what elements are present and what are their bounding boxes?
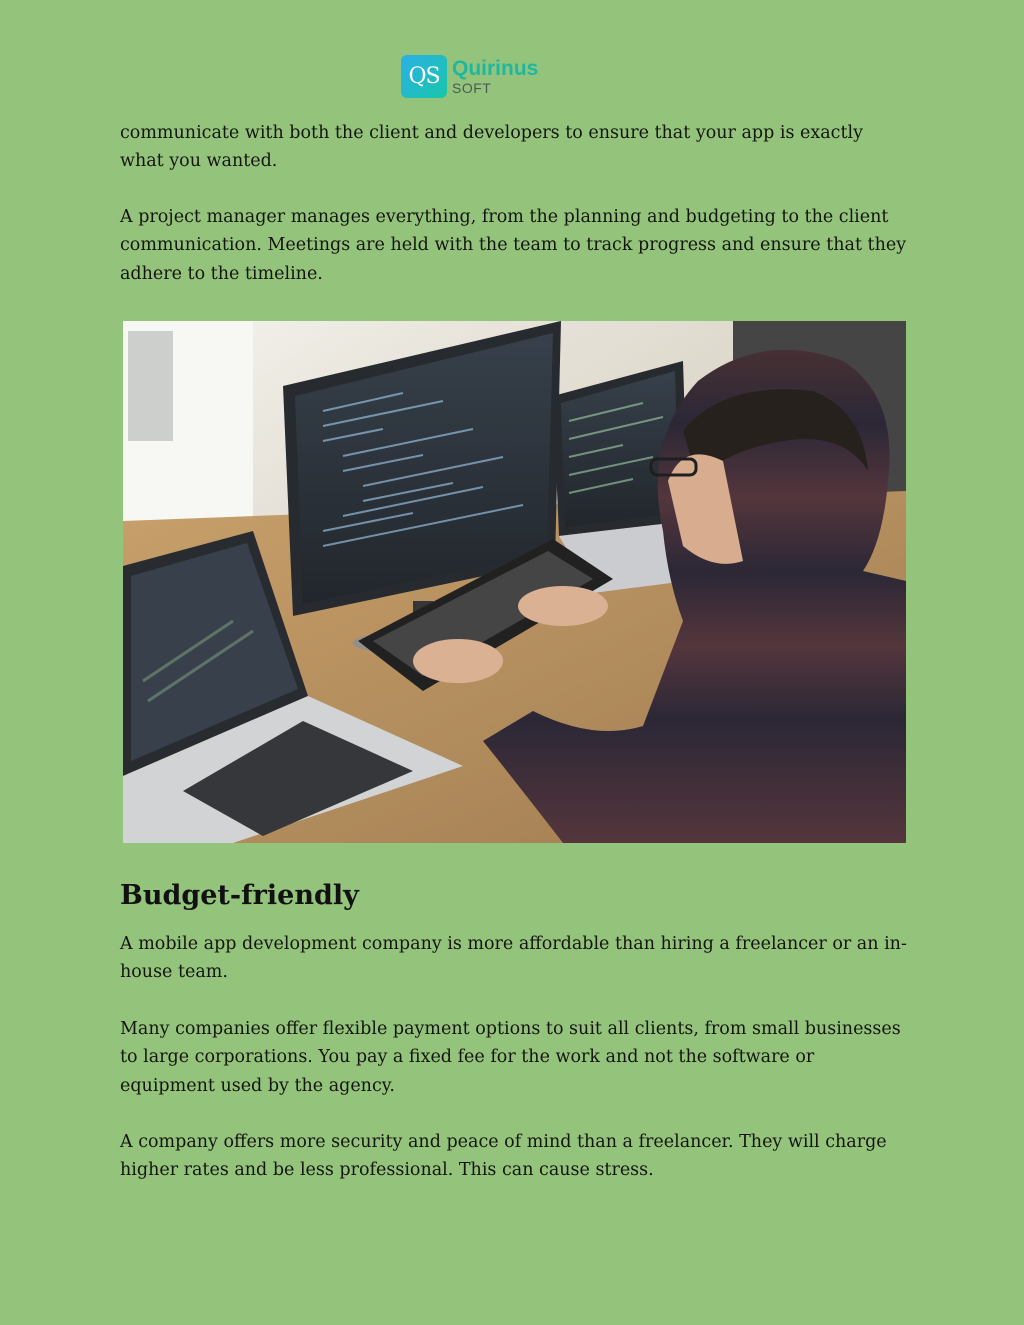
paragraph-payment-options: Many companies offer flexible payment options to suit all clients, from small businesses to large corporations. You pay a fixed fee for the work and not the software or equipment used by the agency. [120,1019,901,1096]
section-heading: Budget-friendly [120,880,359,911]
paragraph-affordable: A mobile app development company is more affordable than hiring a freelancer or an in-house team. [120,934,907,983]
logo-name: Quirinus [452,57,539,80]
brand-logo [401,55,538,98]
paragraph-app-communication: communicate with both the client and developers to ensure that your app is exactly what you wanted. [120,123,863,172]
logo-wordmark [452,58,538,95]
developer-workstation-photo [123,321,906,843]
paragraph-project-manager: A project manager manages everything, from the planning and budgeting to the client communication. Meetings are held with the team to track progress and ensure that they adhere to the timeline. [120,207,907,284]
logo-subtitle: SOFT [452,80,492,96]
paragraph-security: A company offers more security and peace of mind than a freelancer. They will charge higher rates and be less professional. This can cause stress. [120,1132,887,1181]
logo-mark: QS [401,55,447,98]
